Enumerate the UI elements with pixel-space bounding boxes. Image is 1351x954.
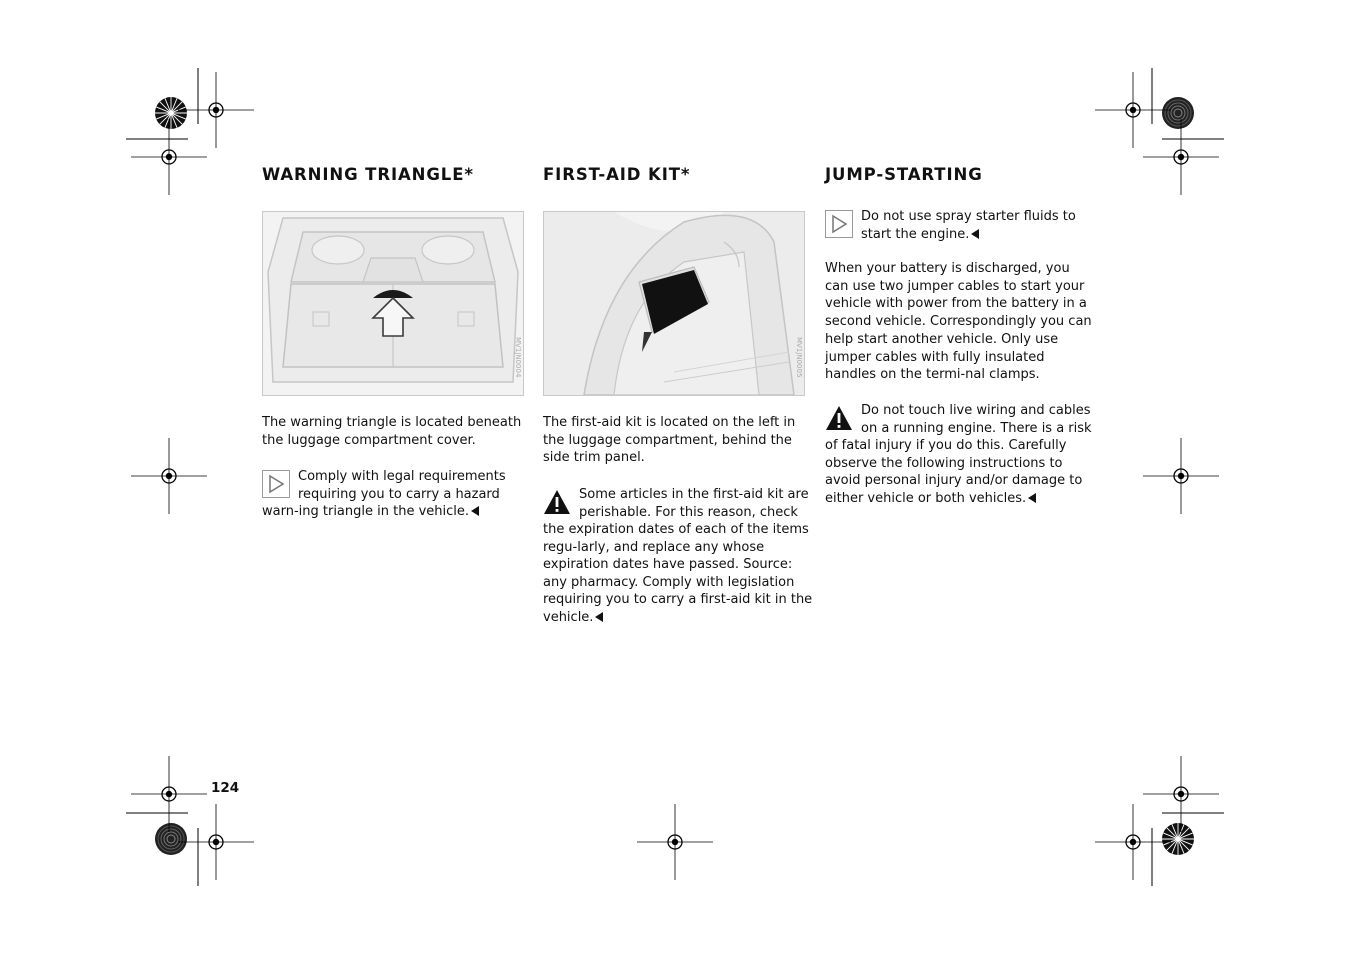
spray-fluid-note	[825, 208, 1097, 243]
end-mark-icon	[1028, 493, 1036, 503]
section-title: JUMP-STARTING	[825, 165, 983, 184]
warning-triangle-section	[262, 164, 532, 519]
perishable-caution-note	[543, 486, 815, 626]
section-title: FIRST-AID KIT*	[543, 165, 691, 184]
note-text: Comply with legal requirements requiring you to carry a hazard warn-ing triangle in the vehicle.	[262, 469, 506, 519]
warning-triangle-body: The warning triangle is located beneath the luggage compartment cover.	[262, 415, 522, 448]
first-aid-kit-body: The first-aid kit is located on the left in the luggage compartment, behind the side trim panel.	[543, 415, 796, 466]
caution-text: Do not touch live wiring and cables on a running engine. There is a risk of fatal injury if you do this. Carefully observe the following instructions to avoid personal injury and/or damage to either vehicle or both vehicles.	[825, 403, 1092, 506]
page-number: 124	[211, 780, 240, 796]
caution-text: Some articles in the first-aid kit are perishable. For this reason, check the expiration dates of each of the items regu-larly, and replace any whose expiration dates have passed. Source: any pharmacy. Comply with legislation requiring you to carry a first-aid kit in the vehicle.	[543, 487, 813, 625]
end-mark-icon	[471, 506, 479, 516]
end-mark-icon	[971, 229, 979, 239]
note-triangle-icon	[262, 470, 290, 498]
first-aid-kit-section	[543, 164, 813, 625]
first-aid-kit-illustration	[543, 211, 805, 396]
legal-requirement-note	[262, 468, 534, 521]
svg-text:MV1JN0005: MV1JN0005	[795, 337, 803, 378]
note-triangle-icon	[825, 210, 853, 238]
end-mark-icon	[595, 612, 603, 622]
note-text: Do not use spray starter fluids to start the engine.	[861, 209, 1076, 242]
svg-text:MV1JN0004: MV1JN0004	[514, 337, 522, 378]
jump-starting-section	[825, 164, 1097, 506]
warning-icon	[543, 488, 571, 516]
warning-icon	[825, 404, 853, 432]
section-title: WARNING TRIANGLE*	[262, 165, 474, 184]
luggage-compartment-illustration	[262, 211, 524, 396]
jump-starting-body: When your battery is discharged, you can use two jumper cables to start your vehicle with power from the battery in a second vehicle. Correspondingly you can help start another vehicle. Only use jumper cables with fully insulated handles on the termi-nal clamps.	[825, 261, 1092, 383]
live-wiring-caution-note	[825, 402, 1097, 507]
